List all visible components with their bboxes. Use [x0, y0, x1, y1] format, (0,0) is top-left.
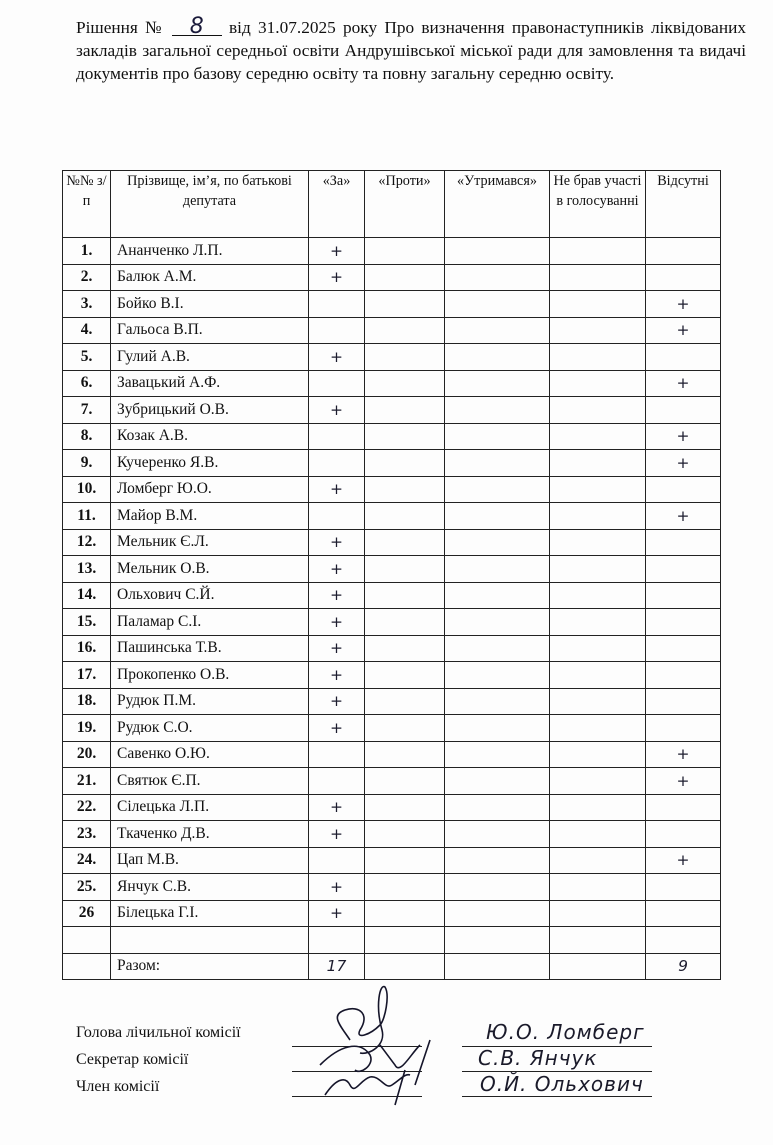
vote-ne-brav — [550, 821, 646, 848]
row-number: 19. — [63, 715, 111, 742]
vote-ne-brav — [550, 556, 646, 583]
vote-vidsutni — [646, 264, 721, 291]
vote-utrymavsia — [445, 662, 550, 689]
deputy-name: Бойко В.І. — [111, 291, 309, 318]
vote-za: + — [309, 476, 365, 503]
vote-vidsutni: + — [646, 503, 721, 530]
vote-utrymavsia — [445, 688, 550, 715]
deputy-name: Паламар С.І. — [111, 609, 309, 636]
vote-utrymavsia — [445, 317, 550, 344]
row-number: 2. — [63, 264, 111, 291]
deputy-name: Ткаченко Д.В. — [111, 821, 309, 848]
vote-ne-brav — [550, 317, 646, 344]
empty-cell — [550, 927, 646, 954]
vote-utrymavsia — [445, 874, 550, 901]
table-row — [63, 794, 721, 821]
vote-za: + — [309, 821, 365, 848]
vote-vidsutni — [646, 238, 721, 265]
vote-ne-brav — [550, 344, 646, 371]
deputy-name: Гулий А.В. — [111, 344, 309, 371]
deputy-name: Святюк Є.П. — [111, 768, 309, 795]
vote-ne-brav — [550, 423, 646, 450]
table-row — [63, 635, 721, 662]
vote-ne-brav — [550, 370, 646, 397]
name-line-member — [462, 1096, 652, 1097]
vote-utrymavsia — [445, 529, 550, 556]
row-number: 15. — [63, 609, 111, 636]
deputy-name: Рудюк С.О. — [111, 715, 309, 742]
vote-za: + — [309, 635, 365, 662]
table-row — [63, 291, 721, 318]
vote-ne-brav — [550, 741, 646, 768]
vote-vidsutni — [646, 344, 721, 371]
vote-vidsutni: + — [646, 370, 721, 397]
vote-proty — [365, 317, 445, 344]
deputy-name: Білецька Г.І. — [111, 900, 309, 927]
handwritten-signatures — [300, 985, 450, 1110]
vote-proty — [365, 370, 445, 397]
table-row — [63, 582, 721, 609]
row-number: 6. — [63, 370, 111, 397]
table-row — [63, 874, 721, 901]
vote-za: + — [309, 344, 365, 371]
row-number: 22. — [63, 794, 111, 821]
table-row — [63, 450, 721, 477]
vote-utrymavsia — [445, 503, 550, 530]
vote-utrymavsia — [445, 423, 550, 450]
secretary-name: С.В. Янчук — [478, 1046, 598, 1070]
vote-proty — [365, 529, 445, 556]
deputy-name: Пашинська Т.В. — [111, 635, 309, 662]
vote-ne-brav — [550, 264, 646, 291]
row-number: 11. — [63, 503, 111, 530]
vote-ne-brav — [550, 238, 646, 265]
vote-utrymavsia — [445, 370, 550, 397]
chair-role: Голова лічильної комісії — [76, 1024, 241, 1041]
row-number: 4. — [63, 317, 111, 344]
secretary-role: Секретар комісії — [76, 1051, 189, 1068]
decision-number: 8 — [172, 18, 222, 36]
deputy-name: Зубрицький О.В. — [111, 397, 309, 424]
vote-proty — [365, 556, 445, 583]
vote-za — [309, 450, 365, 477]
deputy-name: Цап М.В. — [111, 847, 309, 874]
vote-ne-brav — [550, 715, 646, 742]
vote-ne-brav — [550, 900, 646, 927]
deputy-name: Гальоса В.П. — [111, 317, 309, 344]
header-ne-brav: Не брав участі в голосуванні — [550, 171, 646, 238]
vote-vidsutni — [646, 582, 721, 609]
vote-vidsutni — [646, 794, 721, 821]
table-row — [63, 821, 721, 848]
vote-proty — [365, 741, 445, 768]
total-label: Разом: — [111, 953, 309, 980]
vote-utrymavsia — [445, 768, 550, 795]
vote-ne-brav — [550, 662, 646, 689]
vote-utrymavsia — [445, 900, 550, 927]
vote-proty — [365, 900, 445, 927]
deputy-name: Кучеренко Я.В. — [111, 450, 309, 477]
total-vidsutni: 9 — [646, 953, 721, 980]
deputy-name: Козак А.В. — [111, 423, 309, 450]
table-row — [63, 900, 721, 927]
vote-vidsutni — [646, 556, 721, 583]
table-row-empty — [63, 927, 721, 954]
table-row — [63, 741, 721, 768]
vote-proty — [365, 715, 445, 742]
empty-cell — [365, 927, 445, 954]
table-row — [63, 768, 721, 795]
table-row — [63, 847, 721, 874]
decision-prefix: Рішення № — [76, 18, 165, 37]
row-number: 1. — [63, 238, 111, 265]
vote-proty — [365, 503, 445, 530]
vote-za: + — [309, 397, 365, 424]
vote-vidsutni — [646, 688, 721, 715]
row-number: 12. — [63, 529, 111, 556]
vote-proty — [365, 768, 445, 795]
decision-header — [76, 16, 746, 85]
vote-utrymavsia — [445, 635, 550, 662]
table-row — [63, 556, 721, 583]
voting-table — [62, 170, 721, 980]
vote-vidsutni: + — [646, 450, 721, 477]
row-number: 8. — [63, 423, 111, 450]
vote-za: + — [309, 662, 365, 689]
header-name: Прізвище, ім’я, по батькові депутата — [111, 171, 309, 238]
vote-utrymavsia — [445, 264, 550, 291]
vote-ne-brav — [550, 397, 646, 424]
deputy-name: Майор В.М. — [111, 503, 309, 530]
vote-ne-brav — [550, 768, 646, 795]
vote-proty — [365, 582, 445, 609]
deputy-name: Мельник О.В. — [111, 556, 309, 583]
vote-utrymavsia — [445, 476, 550, 503]
row-number: 13. — [63, 556, 111, 583]
row-number: 20. — [63, 741, 111, 768]
vote-proty — [365, 397, 445, 424]
row-number: 5. — [63, 344, 111, 371]
vote-proty — [365, 291, 445, 318]
vote-za: + — [309, 900, 365, 927]
total-za: 17 — [309, 953, 365, 980]
total-proty — [365, 953, 445, 980]
header-vidsutni: Відсутні — [646, 171, 721, 238]
vote-proty — [365, 635, 445, 662]
deputy-name: Янчук С.В. — [111, 874, 309, 901]
vote-ne-brav — [550, 529, 646, 556]
vote-utrymavsia — [445, 794, 550, 821]
vote-proty — [365, 662, 445, 689]
vote-za — [309, 317, 365, 344]
empty-cell — [309, 927, 365, 954]
vote-vidsutni — [646, 635, 721, 662]
vote-vidsutni: + — [646, 291, 721, 318]
vote-ne-brav — [550, 291, 646, 318]
vote-za: + — [309, 582, 365, 609]
deputy-name: Балюк А.М. — [111, 264, 309, 291]
deputy-name: Ольхович С.Й. — [111, 582, 309, 609]
empty-cell — [646, 927, 721, 954]
empty-cell — [63, 927, 111, 954]
deputy-name: Ломберг Ю.О. — [111, 476, 309, 503]
vote-vidsutni — [646, 397, 721, 424]
table-body — [63, 238, 721, 980]
vote-vidsutni: + — [646, 423, 721, 450]
vote-proty — [365, 847, 445, 874]
table-row — [63, 476, 721, 503]
vote-proty — [365, 476, 445, 503]
table-row — [63, 397, 721, 424]
vote-proty — [365, 344, 445, 371]
vote-utrymavsia — [445, 821, 550, 848]
deputy-name: Мельник Є.Л. — [111, 529, 309, 556]
row-number: 21. — [63, 768, 111, 795]
vote-proty — [365, 874, 445, 901]
vote-utrymavsia — [445, 291, 550, 318]
vote-za — [309, 503, 365, 530]
row-number: 23. — [63, 821, 111, 848]
vote-za: + — [309, 609, 365, 636]
table-header-row — [63, 171, 721, 238]
vote-utrymavsia — [445, 847, 550, 874]
empty-cell — [445, 927, 550, 954]
header-nr: №№ з/п — [63, 171, 111, 238]
vote-ne-brav — [550, 476, 646, 503]
row-number: 10. — [63, 476, 111, 503]
vote-utrymavsia — [445, 397, 550, 424]
table-row — [63, 317, 721, 344]
table-row — [63, 715, 721, 742]
empty-cell — [111, 927, 309, 954]
vote-vidsutni — [646, 900, 721, 927]
row-number: 26 — [63, 900, 111, 927]
header-za: «За» — [309, 171, 365, 238]
row-number: 17. — [63, 662, 111, 689]
vote-za — [309, 768, 365, 795]
vote-utrymavsia — [445, 582, 550, 609]
vote-ne-brav — [550, 688, 646, 715]
row-number: 9. — [63, 450, 111, 477]
vote-proty — [365, 821, 445, 848]
row-number: 24. — [63, 847, 111, 874]
deputy-name: Савенко О.Ю. — [111, 741, 309, 768]
vote-vidsutni — [646, 821, 721, 848]
vote-proty — [365, 423, 445, 450]
header-proty: «Проти» — [365, 171, 445, 238]
table-row — [63, 238, 721, 265]
vote-utrymavsia — [445, 238, 550, 265]
table-row — [63, 529, 721, 556]
vote-proty — [365, 794, 445, 821]
vote-ne-brav — [550, 503, 646, 530]
table-row — [63, 609, 721, 636]
vote-vidsutni — [646, 662, 721, 689]
vote-ne-brav — [550, 794, 646, 821]
vote-za — [309, 847, 365, 874]
vote-utrymavsia — [445, 741, 550, 768]
row-number: 7. — [63, 397, 111, 424]
vote-za: + — [309, 529, 365, 556]
vote-vidsutni: + — [646, 317, 721, 344]
table-row — [63, 423, 721, 450]
vote-ne-brav — [550, 874, 646, 901]
vote-vidsutni — [646, 874, 721, 901]
deputy-name: Ананченко Л.П. — [111, 238, 309, 265]
table-row — [63, 688, 721, 715]
table-row — [63, 370, 721, 397]
table-row — [63, 344, 721, 371]
vote-ne-brav — [550, 847, 646, 874]
table-total-row — [63, 953, 721, 980]
vote-proty — [365, 450, 445, 477]
vote-proty — [365, 264, 445, 291]
vote-ne-brav — [550, 635, 646, 662]
deputy-name: Завацький А.Ф. — [111, 370, 309, 397]
member-name: О.Й. Ольхович — [480, 1072, 644, 1096]
row-number: 25. — [63, 874, 111, 901]
vote-proty — [365, 238, 445, 265]
vote-proty — [365, 688, 445, 715]
vote-utrymavsia — [445, 344, 550, 371]
vote-utrymavsia — [445, 450, 550, 477]
total-utrymavsia — [445, 953, 550, 980]
vote-za: + — [309, 556, 365, 583]
vote-vidsutni: + — [646, 768, 721, 795]
row-number: 14. — [63, 582, 111, 609]
empty-cell — [63, 953, 111, 980]
vote-vidsutni — [646, 609, 721, 636]
vote-vidsutni — [646, 715, 721, 742]
chair-name: Ю.О. Ломберг — [486, 1020, 645, 1044]
vote-vidsutni — [646, 476, 721, 503]
vote-vidsutni: + — [646, 847, 721, 874]
table-row — [63, 503, 721, 530]
vote-za — [309, 741, 365, 768]
decision-text: від 31.07.2025 року Про визначення правонаступників ліквідованих закладів загальної середньої освіти Андрушівської міської ради для замовлення та видачі документів про базову середню освіту та повну загальну середню освіту. — [76, 18, 746, 83]
row-number: 3. — [63, 291, 111, 318]
row-number: 16. — [63, 635, 111, 662]
row-number: 18. — [63, 688, 111, 715]
vote-za — [309, 291, 365, 318]
vote-za — [309, 423, 365, 450]
vote-vidsutni — [646, 529, 721, 556]
vote-utrymavsia — [445, 609, 550, 636]
vote-za: + — [309, 264, 365, 291]
deputy-name: Прокопенко О.В. — [111, 662, 309, 689]
vote-vidsutni: + — [646, 741, 721, 768]
table-row — [63, 264, 721, 291]
table-row — [63, 662, 721, 689]
vote-za: + — [309, 238, 365, 265]
vote-za — [309, 370, 365, 397]
vote-za: + — [309, 794, 365, 821]
vote-ne-brav — [550, 609, 646, 636]
vote-za: + — [309, 874, 365, 901]
header-utrymavsia: «Утримався» — [445, 171, 550, 238]
total-ne-brav — [550, 953, 646, 980]
vote-utrymavsia — [445, 556, 550, 583]
deputy-name: Сілецька Л.П. — [111, 794, 309, 821]
vote-ne-brav — [550, 450, 646, 477]
member-role: Член комісії — [76, 1078, 160, 1095]
deputy-name: Рудюк П.М. — [111, 688, 309, 715]
vote-za: + — [309, 688, 365, 715]
vote-za: + — [309, 715, 365, 742]
vote-utrymavsia — [445, 715, 550, 742]
vote-proty — [365, 609, 445, 636]
vote-ne-brav — [550, 582, 646, 609]
